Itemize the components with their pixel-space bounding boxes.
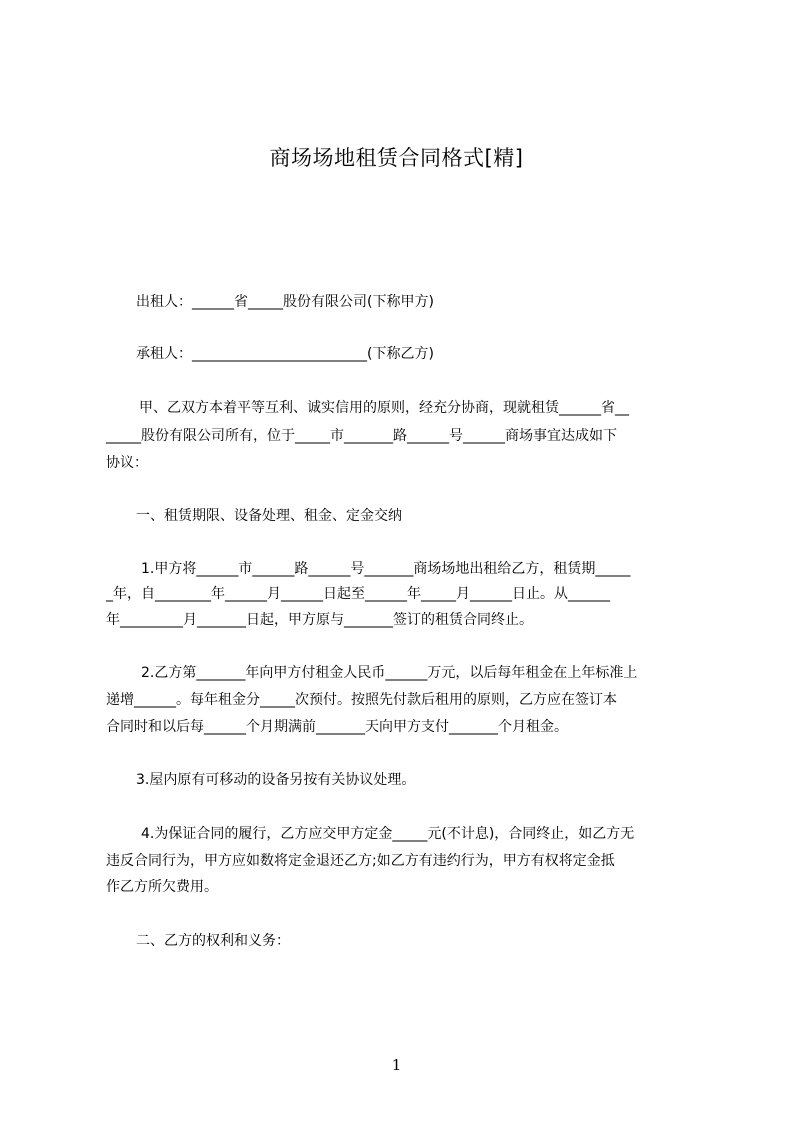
clause-1-line-2: _年，自________年______月______日起至______年_____月______日止。从______ (106, 586, 610, 602)
clause-2-line-3: 合同时和以后每______个月期满前_______天向甲方支付_______个月租金。 (106, 719, 568, 735)
section-2-heading: 二、乙方的权利和义务： (136, 933, 290, 949)
clause-2-line-1: 2.乙方第_______年向甲方付租金人民币______万元，以后每年租金在上年标准上 (141, 665, 638, 681)
clause-1-line-1: 1.甲方将______市______路______号_______商场场地出租给乙方，租赁期_____ (141, 561, 631, 577)
preamble-line-2: _____股份有限公司所有，位于_____市_______路______号______商场事宜达成如下 (106, 428, 617, 444)
clause-4-line-1: 4.为保证合同的履行，乙方应交甲方定金_____元(不计息)，合同终止，如乙方无 (141, 826, 635, 842)
document-title: 商场场地租赁合同格式[精] (269, 146, 524, 170)
lessee-line: 承租人：_________________________(下称乙方) (136, 346, 434, 362)
clause-4-line-2: 违反合同行为，甲方应如数将定金退还乙方;如乙方有违约行为，甲方有权将定金抵 (106, 853, 615, 869)
preamble-line-1: 甲、乙双方本着平等互利、诚实信用的原则，经充分协商，现就租赁______省__ (139, 400, 629, 416)
lessor-line: 出租人：______省_____股份有限公司(下称甲方) (136, 294, 434, 310)
section-1-heading: 一、租赁期限、设备处理、租金、定金交纳 (136, 508, 402, 524)
clause-4-line-3: 作乙方所欠费用。 (106, 879, 218, 895)
preamble-line-3: 协议： (106, 455, 148, 471)
page-number: 1 (391, 1056, 402, 1074)
clause-3: 3.屋内原有可移动的设备另按有关协议处理。 (136, 772, 416, 788)
clause-2-line-2: 递增______。每年租金分_____次预付。按照先付款后租用的原则，乙方应在签订本 (106, 692, 617, 708)
clause-1-line-3: 年_________月_______日起，甲方原与_______签订的租赁合同终止。 (106, 612, 533, 628)
